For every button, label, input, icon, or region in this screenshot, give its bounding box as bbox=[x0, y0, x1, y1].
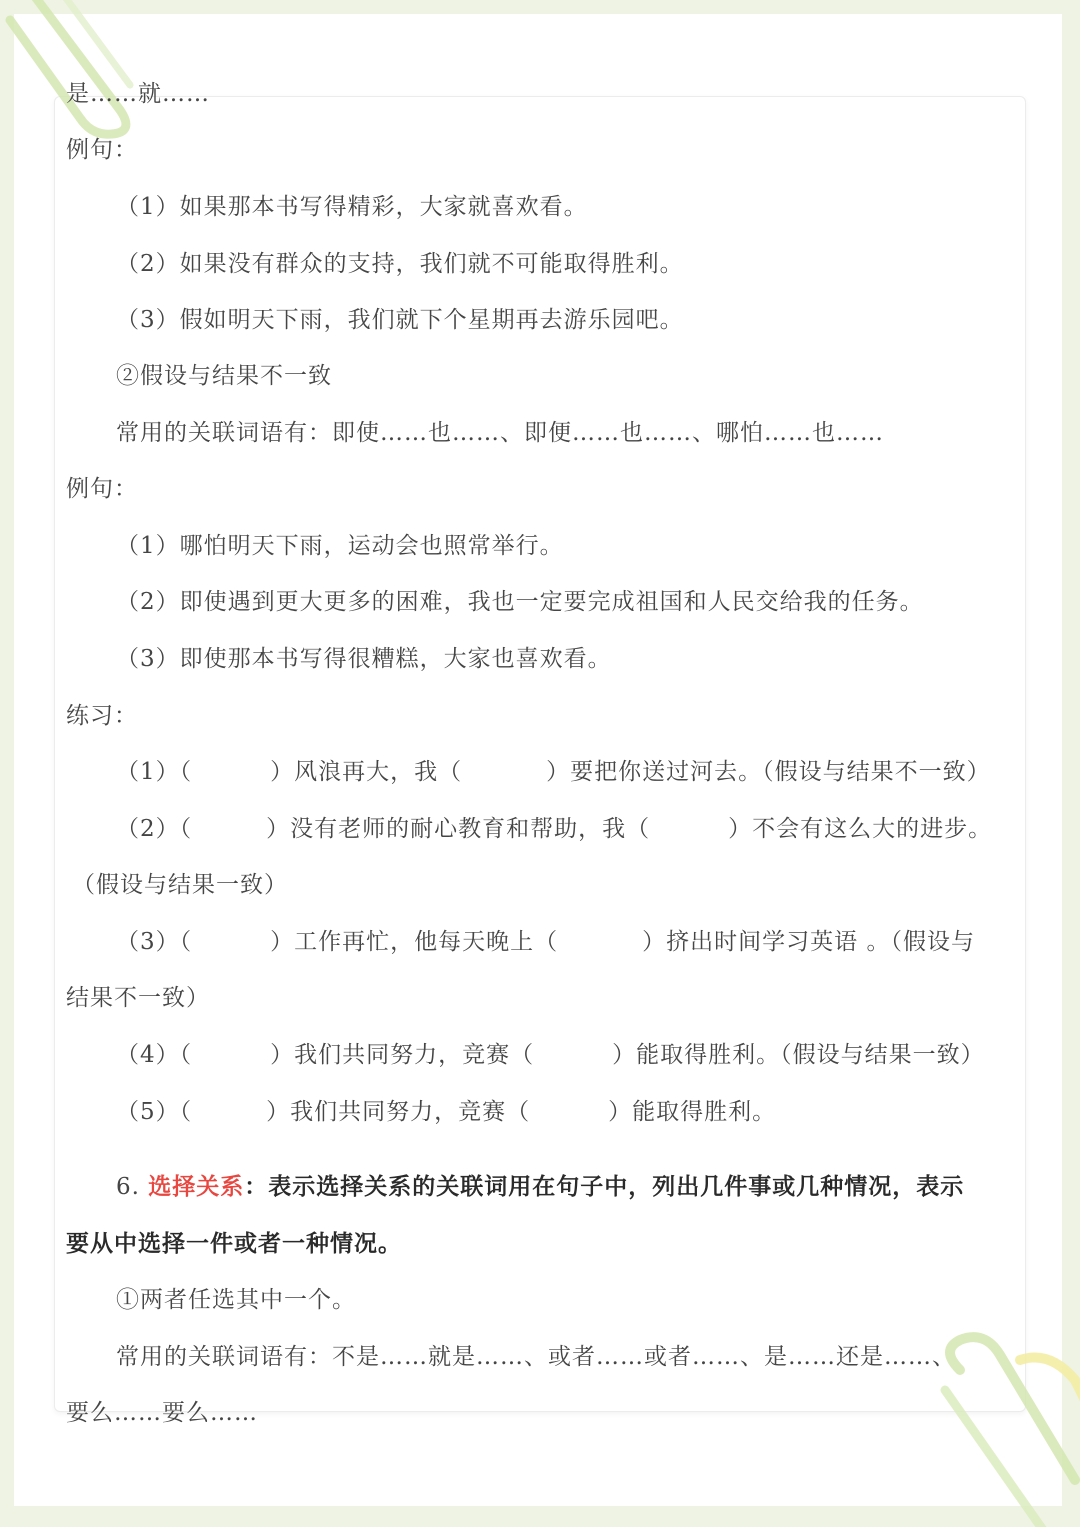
example-sentence: （1）如果那本书写得精彩，大家就喜欢看。 bbox=[116, 194, 588, 220]
exercise-item bbox=[116, 926, 975, 958]
exercise-text: ）我们共同努力，竞赛（ bbox=[270, 1042, 535, 1068]
connector-list: 常用的关联词语有：即使……也……、即便……也……、哪怕……也…… bbox=[116, 420, 884, 446]
subsection-heading: ①两者任选其中一个。 bbox=[116, 1287, 356, 1313]
exercise-text: ）要把你送过河去。（假设与结果不一致） bbox=[546, 759, 991, 785]
exercise-text: ）挤出时间学习英语 。（假设与 bbox=[642, 929, 975, 955]
subsection-heading: ②假设与结果不一致 bbox=[116, 363, 332, 389]
exercise-item bbox=[116, 756, 991, 788]
exercise-text: ）没有老师的耐心教育和帮助，我（ bbox=[266, 816, 651, 842]
exercise-text: ）我们共同努力，竞赛（ bbox=[266, 1099, 531, 1125]
exercise-number: （1）（ bbox=[116, 759, 193, 785]
example-sentence: （1）哪怕明天下雨，运动会也照常举行。 bbox=[116, 533, 564, 559]
example-heading: 例句： bbox=[66, 476, 138, 502]
exercise-text: ）工作再忙，他每天晚上（ bbox=[270, 929, 559, 955]
exercise-text: ）能取得胜利。 bbox=[608, 1099, 777, 1125]
example-heading: 例句： bbox=[66, 137, 138, 163]
section-description: ：表示选择关系的关联词用在句子中，列出几件事或几种情况，表示 bbox=[244, 1173, 965, 1200]
section-description: 要从中选择一件或者一种情况。 bbox=[66, 1230, 402, 1257]
section-number: 6. bbox=[116, 1174, 149, 1200]
section-heading bbox=[116, 1171, 964, 1203]
example-sentence: （2）如果没有群众的支持，我们就不可能取得胜利。 bbox=[116, 251, 684, 277]
exercise-note: 结果不一致） bbox=[66, 985, 210, 1011]
connector-list: 常用的关联词语有：不是……就是……、或者……或者……、是……还是……、 bbox=[116, 1344, 956, 1370]
exercise-item bbox=[116, 1039, 985, 1071]
example-sentence: （3）假如明天下雨，我们就下个星期再去游乐园吧。 bbox=[116, 307, 684, 333]
section-title: 选择关系 bbox=[148, 1173, 245, 1200]
exercise-item bbox=[116, 1096, 776, 1128]
exercise-text: ）风浪再大，我（ bbox=[270, 759, 463, 785]
exercise-text: ）不会有这么大的进步。 bbox=[728, 816, 993, 842]
exercise-number: （4）（ bbox=[116, 1042, 193, 1068]
content-card bbox=[54, 96, 1026, 1412]
exercise-heading: 练习： bbox=[66, 703, 138, 729]
exercise-note: （假设与结果一致） bbox=[72, 872, 288, 898]
connector-list: 要么……要么…… bbox=[66, 1400, 258, 1426]
example-sentence: （3）即使那本书写得很糟糕，大家也喜欢看。 bbox=[116, 646, 612, 672]
exercise-number: （2）（ bbox=[116, 816, 193, 842]
exercise-item bbox=[116, 813, 992, 845]
exercise-number: （5）（ bbox=[116, 1099, 193, 1125]
connector-phrase: 是……就…… bbox=[66, 81, 210, 107]
exercise-number: （3）（ bbox=[116, 929, 193, 955]
exercise-text: ）能取得胜利。（假设与结果一致） bbox=[612, 1042, 985, 1068]
example-sentence: （2）即使遇到更大更多的困难，我也一定要完成祖国和人民交给我的任务。 bbox=[116, 589, 924, 615]
